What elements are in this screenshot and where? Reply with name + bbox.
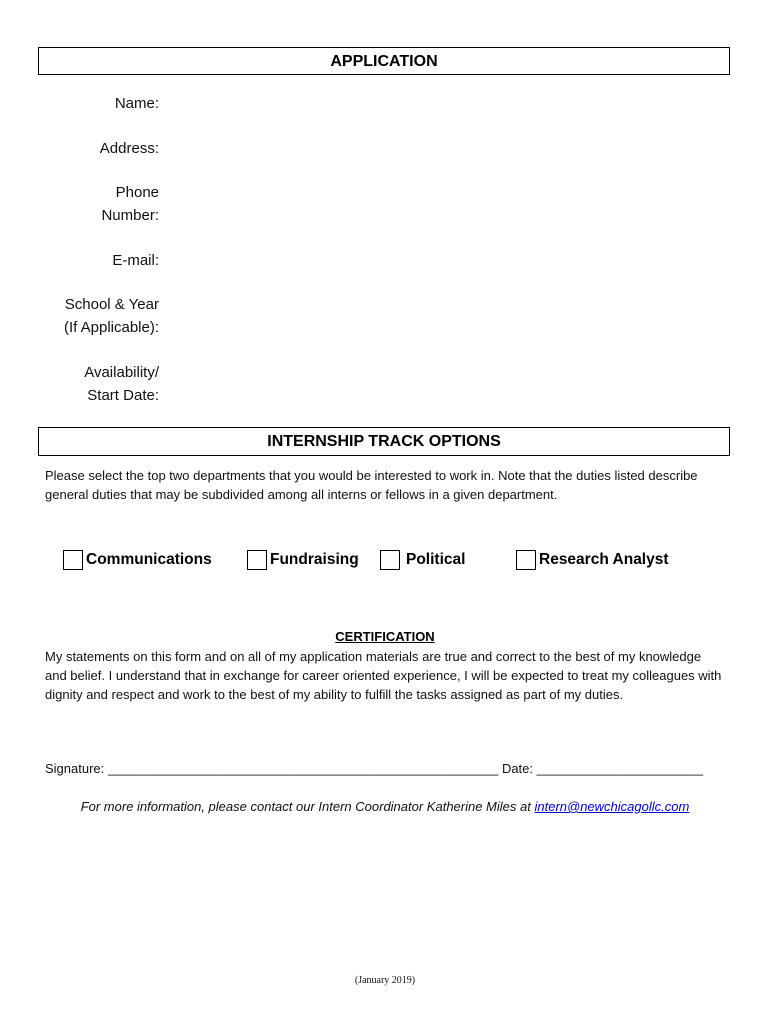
- political-label: Political: [406, 551, 466, 568]
- certification-text: My statements on this form and on all of my application materials are true and correct to the best of my knowledge and belief. I understand that in exchange for career oriented experience, I will be expected to treat my colleagues with dignity and respect and work to the best of my ability to fulfill the tasks assigned as part of my duties.: [45, 649, 722, 702]
- signature-label: Signature:: [45, 761, 105, 776]
- certification-title: CERTIFICATION: [335, 629, 435, 644]
- option-communications[interactable]: [63, 548, 212, 572]
- signature-field[interactable]: ______________________________________________________: [107, 761, 499, 776]
- option-political[interactable]: [380, 548, 465, 572]
- footer-date: (January 2019): [354, 975, 416, 986]
- fundraising-label: Fundraising: [270, 551, 359, 568]
- research-analyst-checkbox[interactable]: [516, 550, 536, 570]
- date-label: Date:: [501, 761, 534, 776]
- research-analyst-label: Research Analyst: [539, 551, 669, 568]
- fundraising-checkbox[interactable]: [247, 550, 267, 570]
- contact-info: [0, 799, 770, 814]
- school-year-label: School & Year (If Applicable):: [63, 296, 159, 336]
- application-header: APPLICATION: [38, 47, 730, 75]
- option-fundraising[interactable]: [247, 548, 359, 572]
- availability-label: Availability/ Start Date:: [84, 364, 159, 404]
- political-checkbox[interactable]: [380, 550, 400, 570]
- track-instructions: Please select the top two departments that you would be interested to work in. Note that the duties listed describe general duties that may be subdivided among all interns or fellows in a given department.: [45, 468, 698, 502]
- name-label: Name:: [114, 95, 159, 112]
- option-research-analyst[interactable]: [516, 548, 669, 572]
- contact-email-link[interactable]: intern@newchicagollc.com: [534, 799, 690, 814]
- date-field[interactable]: _______________________: [536, 761, 703, 776]
- phone-number-label: Phone Number:: [101, 184, 159, 224]
- address-label: Address:: [99, 140, 159, 157]
- signature-row: [45, 761, 703, 776]
- contact-text: For more information, please contact our Intern Coordinator Katherine Miles at: [80, 799, 531, 814]
- internship-track-header: INTERNSHIP TRACK OPTIONS: [38, 427, 730, 456]
- email-label: E-mail:: [112, 252, 159, 269]
- communications-label: Communications: [86, 551, 212, 568]
- communications-checkbox[interactable]: [63, 550, 83, 570]
